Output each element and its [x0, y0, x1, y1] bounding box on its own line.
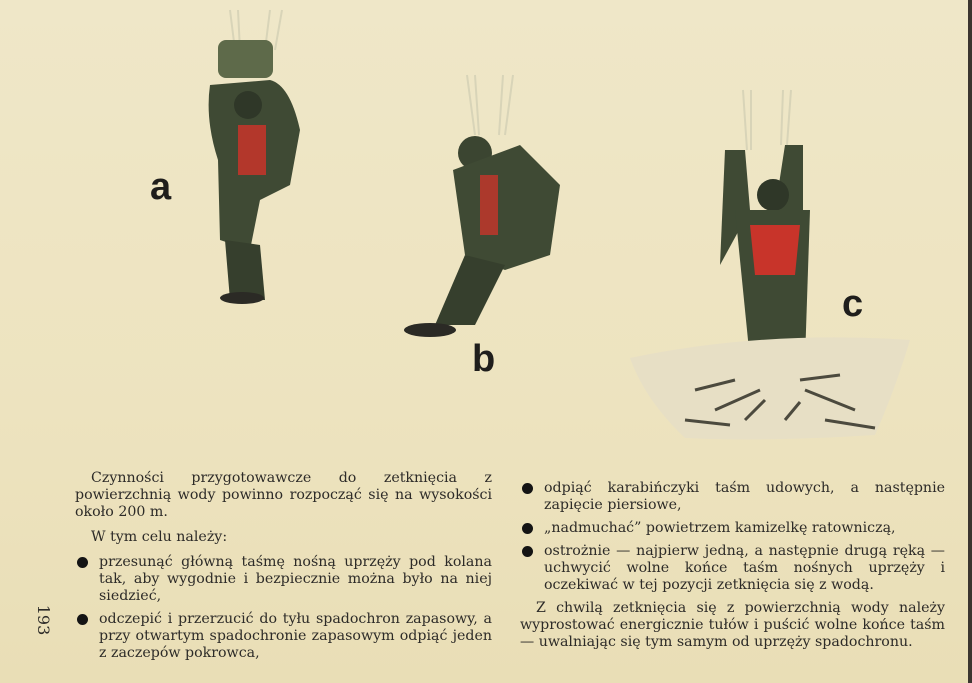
bullet-icon [522, 546, 533, 557]
bullet-icon [522, 523, 533, 534]
page-edge-divider [968, 0, 972, 683]
bullet-text: odpiąć karabińczyki taśm udowych, a następnie zapięcie piersiowe, [544, 480, 945, 513]
bullet-text: ostrożnie — najpierw jedną, a następnie drugą ręką — uchwycić wolne końce taśm nośnych uprzęży i oczekiwać w tej pozycji zetknięcia się z wodą. [544, 543, 945, 593]
bullet-text: odczepić i przerzucić do tyłu spadochron zapasowy, a przy otwartym spadochronie zapasowym odpiąć jeden z zaczepów pokrowca, [99, 611, 492, 661]
list-item [520, 543, 945, 594]
list-item [75, 554, 492, 605]
parachutist-figure-c [625, 90, 915, 450]
right-bullet-list [520, 480, 945, 594]
closing-paragraph: Z chwilą zetknięcia się z powierzchnią wody należy wyprostować energicznie tułów i puścić wolne końce taśm — uwalniając się tym samym od uprzęży spadochronu. [520, 600, 945, 650]
bullet-text: przesunąć główną taśmę nośną uprzęży pod kolana tak, aby wygodnie i bezpiecznie można było na niej siedzieć, [99, 554, 492, 604]
list-item [520, 520, 945, 537]
list-item [520, 480, 945, 514]
intro-paragraph: Czynności przygotowawcze do zetknięcia z powierzchnią wody powinno rozpocząć się na wysokości około 200 m. [75, 470, 492, 520]
figure-label-b: b [472, 338, 496, 380]
figure-label-c: c [842, 283, 864, 325]
page-number: 193 [34, 604, 53, 636]
right-text-column [520, 480, 945, 659]
figure-label-a: a [150, 166, 172, 208]
bullet-icon [77, 557, 88, 568]
lead-paragraph: W tym celu należy: [91, 529, 228, 545]
list-item [75, 611, 492, 662]
parachutist-figure-b [395, 75, 575, 355]
parachutist-figure-a [190, 10, 330, 310]
bullet-icon [77, 614, 88, 625]
bullet-icon [522, 483, 533, 494]
left-bullet-list [75, 554, 492, 662]
left-text-column [75, 470, 492, 668]
bullet-text: „nadmuchać” powietrzem kamizelkę ratowniczą, [544, 520, 896, 536]
